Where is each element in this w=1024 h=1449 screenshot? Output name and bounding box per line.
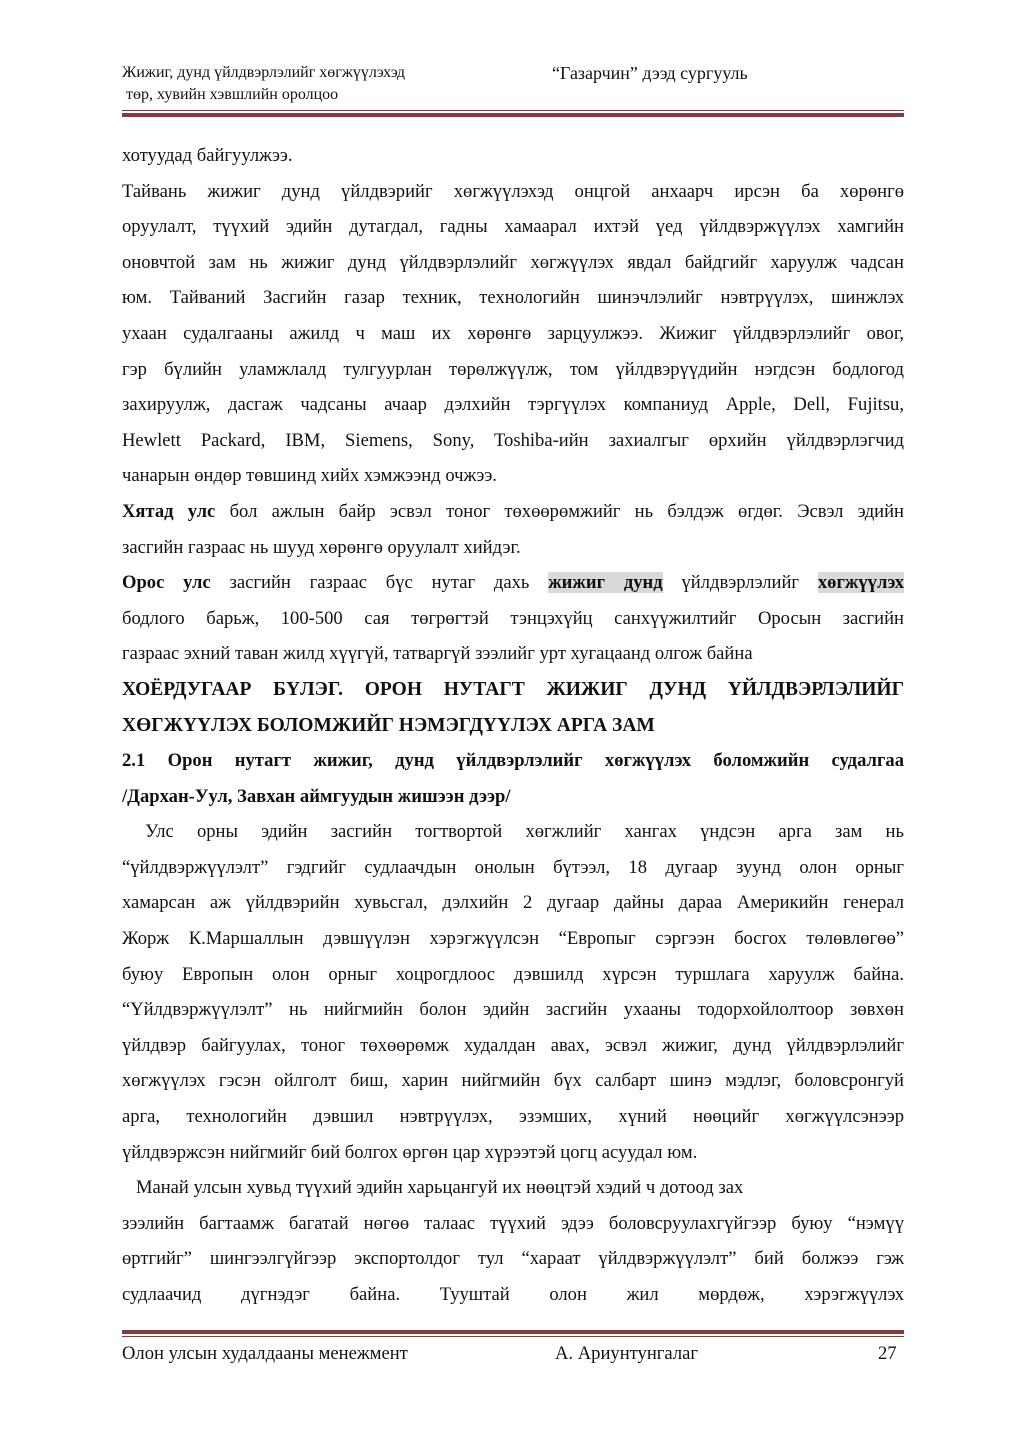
text-line: юм. Тайваний Засгийн газар техник, технологийн шинэчлэлийг нэвтрүүлэх, шинжлэх	[122, 287, 904, 309]
text-line: Жорж К.Маршаллын дэвшүүлэн хэрэгжүүлсэн “Европыг сэргээн босгох төлөвлөгөө”	[122, 928, 904, 950]
text-line: Тайвань жижиг дунд үйлдвэрийг хөгжүүлэхэд онцгой анхаарч ирсэн ба хөрөнгө	[122, 180, 904, 202]
text-line: хамарсан аж үйлдвэрийн хувьсгал, дэлхийн 2 дугаар дайны дараа Америкийн генерал	[122, 892, 904, 914]
page-number: 27	[878, 1343, 897, 1364]
header-left-line-2: төр, хувийн хэвшлийн оролцоо	[126, 86, 339, 103]
text-line: ухаан судалгааны ажилд ч маш их хөрөнгө зарцуулжээ. Жижиг үйлдвэрлэлийг овог,	[122, 322, 904, 344]
text-line: “үйлдвэржүүлэлт” гэдгийг судлаачдын онолын бүтээл, 18 дугаар зуунд олон орныг	[122, 856, 904, 878]
text-line: оруулалт, түүхий эдийн дутагдал, гадны хамаарал ихтэй үед үйлдвэржүүлэх хамгийн	[122, 216, 904, 238]
header-right: “Газарчин” дээд сургууль	[552, 63, 748, 83]
text-line: зээлийн багтаамж багатай нөгөө талаас түүхий эдээ боловсруулахгүйгээр буюу “нэмүү	[122, 1212, 904, 1234]
chapter-title-line-1: ХОЁРДУГААР БҮЛЭГ. ОРОН НУТАГТ ЖИЖИГ ДУНД ҮЙЛДВЭРЛЭЛИЙГ	[122, 678, 904, 700]
text-line: чанарын өндөр төвшинд хийх хэмжээнд очжээ.	[122, 465, 497, 487]
text-line	[122, 494, 904, 530]
text-line: хөгжүүлэх гэсэн ойлголт биш, харин нийгмийн бүх салбарт шинэ мэдлэг, боловсронгуй	[122, 1070, 904, 1092]
header-left	[122, 62, 405, 106]
text-line: гэр бүлийн уламжлалд тулгуурлан төрөлжүүлж, том үйлдвэрүүдийн нэгдсэн бодлогод	[122, 358, 904, 380]
footer-author: А. Ариунтунгалаг	[555, 1343, 698, 1364]
text-line: засгийн газраас нь шууд хөрөнгө оруулалт хийдэг.	[122, 536, 521, 558]
body-text	[122, 138, 904, 1313]
text-line: үйлдвэр байгуулах, тоног төхөөрөмж худалдан авах, эсвэл жижиг, дунд үйлдвэрлэлийг	[122, 1034, 904, 1056]
footer-course: Олон улсын худалдааны менежмент	[122, 1343, 408, 1364]
text-line: Манай улсын хувьд түүхий эдийн харьцангуй их нөөцтэй хэдий ч дотоод зах	[122, 1177, 744, 1199]
text-line: өртгийг” шингээлгүйгээр экспортолдог тул “хараат үйлдвэржүүлэлт” бий болжээ гэж	[122, 1248, 904, 1270]
text-line: буюу Европын олон орныг хоцрогдлоос дэвшилд хүрсэн туршлага харуулж байна.	[122, 963, 904, 985]
text-line	[122, 565, 904, 601]
text-line: бодлого барьж, 100-500 сая төгрөгтэй тэнцэхүйц санхүүжилтийг Оросын засгийн	[122, 607, 904, 629]
text-run: засгийн газраас бүс нутаг дахь	[210, 572, 549, 594]
text-line: Улс орны эдийн засгийн тогтвортой хөгжлийг хангах үндсэн арга зам нь	[122, 821, 904, 843]
text-line: газраас эхний таван жилд хүүгүй, татваргүй зээлийг урт хугацаанд олгож байна	[122, 643, 753, 665]
section-title-line-1: 2.1 Орон нутагт жижиг, дунд үйлдвэрлэлийг хөгжүүлэх боломжийн судалгаа	[122, 750, 904, 772]
section-title-line-2: /Дархан-Уул, Завхан аймгуудын жишээн дээр/	[122, 785, 511, 807]
text-line: Hewlett Packard, IBM, Siemens, Sony, Toshiba-ийн захиалгыг өрхийн үйлдвэрлэгчид	[122, 429, 904, 451]
text-run: бол ажлын байр эсвэл тоног төхөөрөмжийг нь бэлдэж өгдөг. Эсвэл эдийн	[215, 500, 905, 522]
text-line: хотуудад байгуулжээ.	[122, 145, 293, 166]
bold-country-russia: Орос улс	[122, 572, 211, 594]
text-line: захируулж, дасгаж чадсаны ачаар дэлхийн тэргүүлэх компаниуд Apple, Dell, Fujitsu,	[122, 394, 904, 416]
text-line: үйлдвэржсэн нийгмийг бий болгох өргөн цар хүрээтэй цогц асуудал юм.	[122, 1141, 698, 1163]
chapter-title-line-2: ХӨГЖҮҮЛЭХ БОЛОМЖИЙГ НЭМЭГДҮҮЛЭХ АРГА ЗАМ	[122, 714, 655, 736]
highlighted-term: хөгжүүлэх	[817, 572, 905, 594]
header-left-line-1: Жижиг, дунд үйлдвэрлэлийг хөгжүүлэхэд	[122, 64, 406, 81]
footer-rule	[122, 1330, 904, 1337]
text-line: “Үйлдвэржүүлэлт” нь нийгмийн болон эдийн засгийн ухааны тодорхойлолтоор зөвхөн	[122, 999, 904, 1021]
bold-country-china: Хятад улс	[122, 500, 216, 522]
header-rule	[122, 110, 904, 117]
text-line: арга, технологийн дэвшил нэвтрүүлэх, эзэмших, хүний нөөцийг хөгжүүлсэнээр	[122, 1106, 904, 1128]
highlighted-term: жижиг дунд	[548, 572, 663, 594]
text-line: судлаачид дүгнэдэг байна. Тууштай олон жил мөрдөж, хэрэгжүүлэх	[122, 1284, 904, 1305]
text-line: оновчтой зам нь жижиг дунд үйлдвэрлэлийг хөгжүүлэх явдал байдгийг харуулж чадсан	[122, 251, 904, 273]
text-run: үйлдвэрлэлийг	[662, 572, 818, 594]
